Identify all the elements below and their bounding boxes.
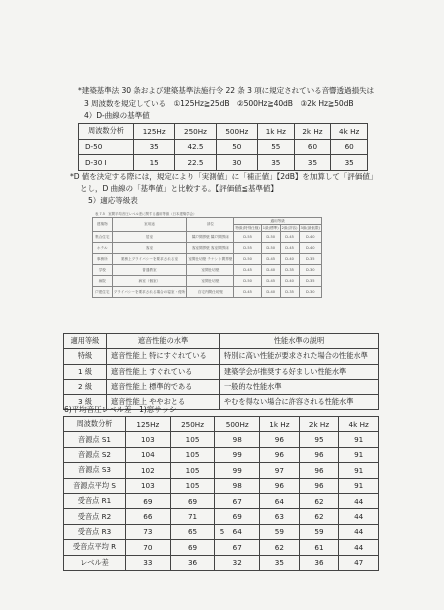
table-cell: 遮音性能上 すぐれている <box>107 364 220 379</box>
table-cell: 62 <box>260 540 300 555</box>
table-cell: 98 <box>215 432 260 447</box>
sound-level-table <box>63 416 379 571</box>
table-cell: 室間仕切壁 テナント間界壁 <box>187 254 234 265</box>
table-row <box>64 379 379 394</box>
table-row <box>93 232 322 243</box>
table-cell: D-50 <box>234 254 261 265</box>
table-cell: D-45 <box>234 287 261 298</box>
table-cell: 61 <box>299 540 339 555</box>
table-cell: 4k Hz <box>331 124 368 140</box>
table-cell: 30 <box>216 155 257 171</box>
table-cell: 44 <box>339 524 379 539</box>
table-cell: 62 <box>299 509 339 524</box>
table-cell: 59 <box>260 524 300 539</box>
table-cell: 91 <box>339 478 379 493</box>
table-cell: 35 <box>257 155 294 171</box>
table-cell: 44 <box>339 493 379 508</box>
table-header-row <box>64 334 379 349</box>
table-cell: 客室 <box>112 243 187 254</box>
table-row <box>93 276 322 287</box>
table-cell: D-40 <box>261 265 280 276</box>
table-cell: 98 <box>215 478 260 493</box>
table-row <box>79 139 368 155</box>
table-row <box>64 432 379 447</box>
table-cell: D-40 <box>280 254 299 265</box>
table-cell: 50 <box>216 139 257 155</box>
table-cell: 性能水準の説明 <box>220 334 379 349</box>
table-cell: 70 <box>126 540 171 555</box>
table-cell: 遮音性能上 特にすぐれている <box>107 349 220 364</box>
table-cell: D-30 I <box>79 155 134 171</box>
note-line-1: *D 値を決定する際には，規定により「実測値」に「補正値」【2dB】を加算して「評価値」 <box>70 172 378 181</box>
intro-line-1: *建築基準法 30 条および建築基準法施行令 22 条 3 項に規定されている音響透過損失は <box>78 86 375 95</box>
grade-description-table <box>63 333 379 410</box>
note-line-2: とし，D 曲線の「基準値」と比較する。【評価値≦基準値】 <box>80 184 278 193</box>
table-cell: 66 <box>126 509 171 524</box>
table-cell: 2k Hz <box>299 417 339 432</box>
table-cell: 戸建住宅 <box>93 287 113 298</box>
table-cell: 105 <box>170 463 215 478</box>
table-cell: 67 <box>215 493 260 508</box>
table-cell: 2 級 <box>64 379 107 394</box>
table-cell: D-35 <box>280 287 299 298</box>
table-cell: 遮音性能の水準 <box>107 334 220 349</box>
table-cell: 隣戸間界壁 隣戸間界床 <box>187 232 234 243</box>
table-cell: レベル差 <box>64 555 126 570</box>
table-cell: D-35 <box>280 265 299 276</box>
table-cell: 3級(最低限) <box>300 225 320 230</box>
table-cell: 学校 <box>93 265 113 276</box>
table-cell: 音源点 S2 <box>64 447 126 462</box>
table-cell: 125Hz <box>134 124 175 140</box>
table-cell: 60 <box>331 139 368 155</box>
table-cell: 32 <box>215 555 260 570</box>
table-cell: 99 <box>215 447 260 462</box>
table-cell: やむを得ない場合に許容される性能水準 <box>220 395 379 410</box>
table-cell: 103 <box>126 432 171 447</box>
table-cell: 建築学会が推奨する好ましい性能水準 <box>220 364 379 379</box>
table-cell: 64 <box>260 493 300 508</box>
table-cell: 周波数分析 <box>64 417 126 432</box>
table-cell: プライバシーを要求される場合の寝室・便所 <box>112 287 187 298</box>
table-cell: 63 <box>260 509 300 524</box>
table-cell: 250Hz <box>175 124 216 140</box>
table-cell: 55 <box>257 139 294 155</box>
table-cell: D-35 <box>299 254 321 265</box>
table-cell: 特別に高い性能が要求された場合の性能水準 <box>220 349 379 364</box>
table-cell: 96 <box>260 478 300 493</box>
table-row <box>64 349 379 364</box>
table-cell: D-45 <box>234 265 261 276</box>
table-cell: 部位 <box>187 218 234 232</box>
table-cell: D-30 <box>299 265 321 276</box>
table-cell: 1k Hz <box>260 417 300 432</box>
table-cell: 96 <box>299 478 339 493</box>
grade-table <box>92 217 322 298</box>
table-cell: 67 <box>215 540 260 555</box>
table-cell: D-30 <box>299 287 321 298</box>
table-cell: 500Hz <box>215 417 260 432</box>
section-5-title: 5）適応等級表 <box>88 196 138 205</box>
table-row <box>64 478 379 493</box>
table-cell: 一般的な性能水準 <box>220 379 379 394</box>
table-cell: 91 <box>339 432 379 447</box>
table-cell: 65 <box>170 524 215 539</box>
table-row <box>93 254 322 265</box>
intro-line-2: 3 周波数を規定している ①125Hz≧25dB ②500Hz≧40dB ③2k Hz≧50dB <box>84 99 354 108</box>
table-cell: D-45 <box>280 232 299 243</box>
table-cell: D-35 <box>299 276 321 287</box>
table-cell: 周波数分析 <box>79 124 134 140</box>
table-cell: 15 <box>134 155 175 171</box>
table-cell: 特級(特別仕様) <box>235 225 260 230</box>
table-cell: 42.5 <box>175 139 216 155</box>
table-cell: 特級 <box>64 349 107 364</box>
table-cell: ホテル <box>93 243 113 254</box>
table-cell: 受音点 R1 <box>64 493 126 508</box>
table-cell: 病室（個室） <box>112 276 187 287</box>
d-curve-table <box>78 123 368 171</box>
table-cell: 105 <box>170 447 215 462</box>
table-cell: D-45 <box>261 254 280 265</box>
table-row <box>64 540 379 555</box>
page-number: 5 <box>219 528 225 536</box>
table-header-row <box>79 124 368 140</box>
table-cell: 69 <box>170 540 215 555</box>
table-cell: 69 <box>126 493 171 508</box>
table-cell: 1 級 <box>64 364 107 379</box>
table-cell: 59 <box>299 524 339 539</box>
table-cell: 97 <box>260 463 300 478</box>
section-6-title: 6)平均音圧レベル差 1)窓サッシ <box>64 405 177 414</box>
table-cell: 音源点 S1 <box>64 432 126 447</box>
table-cell: 91 <box>339 463 379 478</box>
table-row <box>64 493 379 508</box>
table-cell: 33 <box>126 555 171 570</box>
table-cell: 35 <box>134 139 175 155</box>
table-cell: 2級(許容) <box>281 225 298 230</box>
table-cell: 適用等級 <box>234 218 322 225</box>
table-cell: 125Hz <box>126 417 171 432</box>
table-row <box>64 555 379 570</box>
table-row <box>64 509 379 524</box>
table-cell: 受音点平均 R <box>64 540 126 555</box>
table-cell: 96 <box>260 432 300 447</box>
table-cell: 36 <box>170 555 215 570</box>
table-cell: 居室 <box>112 232 187 243</box>
table-cell: D-45 <box>261 276 280 287</box>
table-cell: 普通教室 <box>112 265 187 276</box>
table-cell: 遮音性能上 標準的である <box>107 379 220 394</box>
table-cell: 64 <box>215 524 260 539</box>
table-cell: 104 <box>126 447 171 462</box>
table-row <box>64 463 379 478</box>
table-cell: 建築物 <box>93 218 113 232</box>
table-cell: 遮音性能上 ややおとる <box>107 395 220 410</box>
table-row <box>93 265 322 276</box>
table-row <box>64 364 379 379</box>
table-cell: D-50 <box>261 232 280 243</box>
table-cell: 音源点 S3 <box>64 463 126 478</box>
table-cell: 受音点 R2 <box>64 509 126 524</box>
table-cell: D-50 <box>79 139 134 155</box>
table-cell: 受音点 R3 <box>64 524 126 539</box>
table-cell: 99 <box>215 463 260 478</box>
table-cell: 35 <box>294 155 331 171</box>
table-cell: D-40 <box>280 276 299 287</box>
table-cell: 2k Hz <box>294 124 331 140</box>
table-cell: 1級(標準) <box>262 225 279 230</box>
table-cell: 35 <box>260 555 300 570</box>
table-cell: 自宅内間仕切壁 <box>187 287 234 298</box>
grade-table-title: 表 7.5 室間平均音圧レベル差に関する適用等級（日本建築学会） <box>95 212 197 216</box>
table-cell: 業務上プライバシーを要求される室 <box>112 254 187 265</box>
table-cell: 44 <box>339 509 379 524</box>
table-cell: 91 <box>339 447 379 462</box>
table-row <box>64 447 379 462</box>
table-row <box>79 155 368 171</box>
table-cell: 集合住宅 <box>93 232 113 243</box>
table-cell: D-45 <box>280 243 299 254</box>
table-cell: D-50 <box>234 276 261 287</box>
table-cell: 96 <box>299 463 339 478</box>
table-cell: 室間仕切壁 <box>187 276 234 287</box>
table-cell: 22.5 <box>175 155 216 171</box>
table-cell: 病院 <box>93 276 113 287</box>
table-cell: 36 <box>299 555 339 570</box>
table-cell: D-40 <box>299 243 321 254</box>
table-cell: 105 <box>170 432 215 447</box>
table-cell: 60 <box>294 139 331 155</box>
table-cell: 室間仕切壁 <box>187 265 234 276</box>
section-4-title: 4）D-曲線の基準値 <box>84 111 150 120</box>
table-cell: 71 <box>170 509 215 524</box>
table-cell: 4k Hz <box>339 417 379 432</box>
table-cell: D-40 <box>299 232 321 243</box>
table-cell: 事務所 <box>93 254 113 265</box>
table-cell: 1k Hz <box>257 124 294 140</box>
table-row <box>93 243 322 254</box>
table-cell: 105 <box>170 478 215 493</box>
table-cell: 客室間界壁 客室間界床 <box>187 243 234 254</box>
table-cell: 102 <box>126 463 171 478</box>
table-cell: 95 <box>299 432 339 447</box>
table-cell: 47 <box>339 555 379 570</box>
table-cell: D-55 <box>234 232 261 243</box>
table-header-row <box>64 417 379 432</box>
table-cell: 適用等級 <box>64 334 107 349</box>
table-cell: 69 <box>170 493 215 508</box>
table-cell: D-50 <box>261 243 280 254</box>
table-cell: 69 <box>215 509 260 524</box>
table-cell: 室用途 <box>112 218 187 232</box>
table-header-row <box>93 218 322 225</box>
table-cell: 250Hz <box>170 417 215 432</box>
table-cell: 96 <box>260 447 300 462</box>
table-cell: D-40 <box>261 287 280 298</box>
table-row <box>93 287 322 298</box>
table-cell: 44 <box>339 540 379 555</box>
table-cell: D-55 <box>234 243 261 254</box>
table-cell: 35 <box>331 155 368 171</box>
table-cell: 62 <box>299 493 339 508</box>
table-cell: 500Hz <box>216 124 257 140</box>
table-cell: 3 級 <box>64 395 107 410</box>
table-cell: 96 <box>299 447 339 462</box>
table-cell: 103 <box>126 478 171 493</box>
table-cell: 73 <box>126 524 171 539</box>
table-cell: 音源点平均 S <box>64 478 126 493</box>
